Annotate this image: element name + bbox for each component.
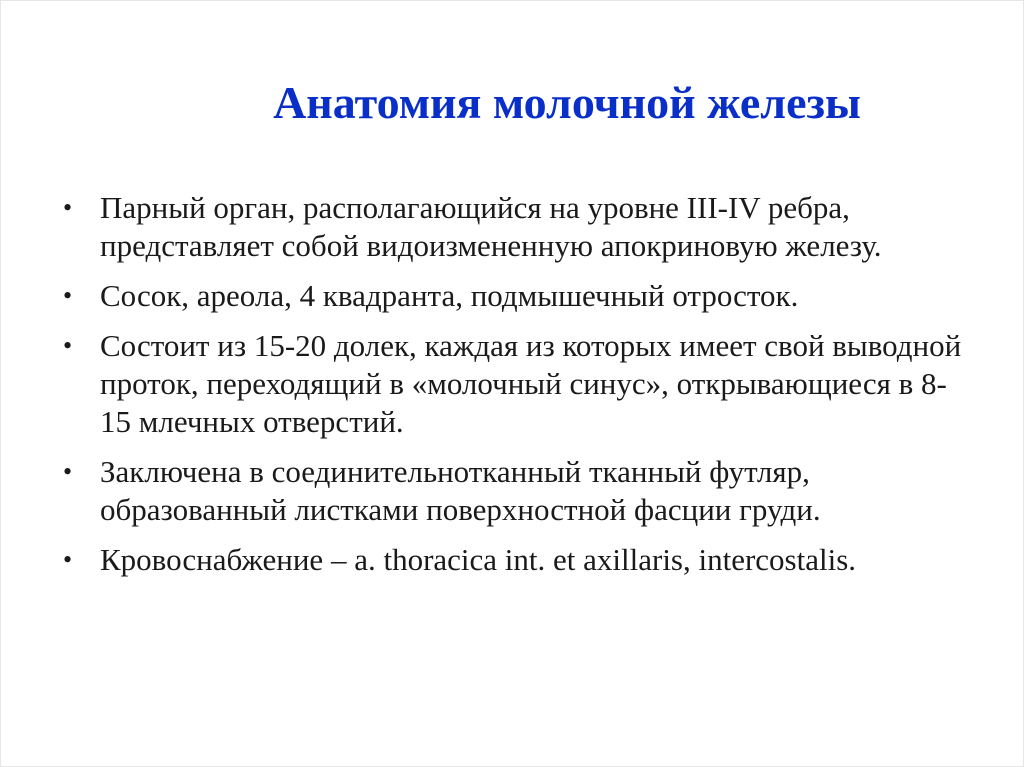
bullet-icon: • [63, 457, 73, 486]
bullet-item [63, 327, 963, 441]
bullet-list [63, 189, 963, 591]
bullet-item [63, 189, 963, 265]
bullet-item [63, 453, 963, 529]
bullet-text: Заключена в соединительнотканный тканный футляр, образованный листками поверхностной фасции груди. [100, 454, 821, 527]
bullet-icon: • [63, 545, 73, 574]
bullet-icon: • [63, 193, 73, 222]
bullet-text: Кровоснабжение – a. thoracica int. et axillaris, intercostalis. [100, 542, 857, 577]
bullet-text: Сосок, ареола, 4 квадранта, подмышечный отросток. [100, 278, 799, 313]
bullet-icon: • [63, 331, 73, 360]
slide-title: Анатомия молочной железы [273, 77, 861, 128]
bullet-text: Парный орган, располагающийся на уровне III-IV ребра, представляет собой видоизмененную апокриновую железу. [100, 190, 882, 263]
bullet-icon: • [63, 281, 73, 310]
bullet-item [63, 277, 963, 315]
bullet-text: Состоит из 15-20 долек, каждая из которых имеет свой выводной проток, переходящий в «молочный синус», открывающиеся в 8-15 млечных отверстий. [100, 328, 962, 439]
bullet-item [63, 541, 963, 579]
